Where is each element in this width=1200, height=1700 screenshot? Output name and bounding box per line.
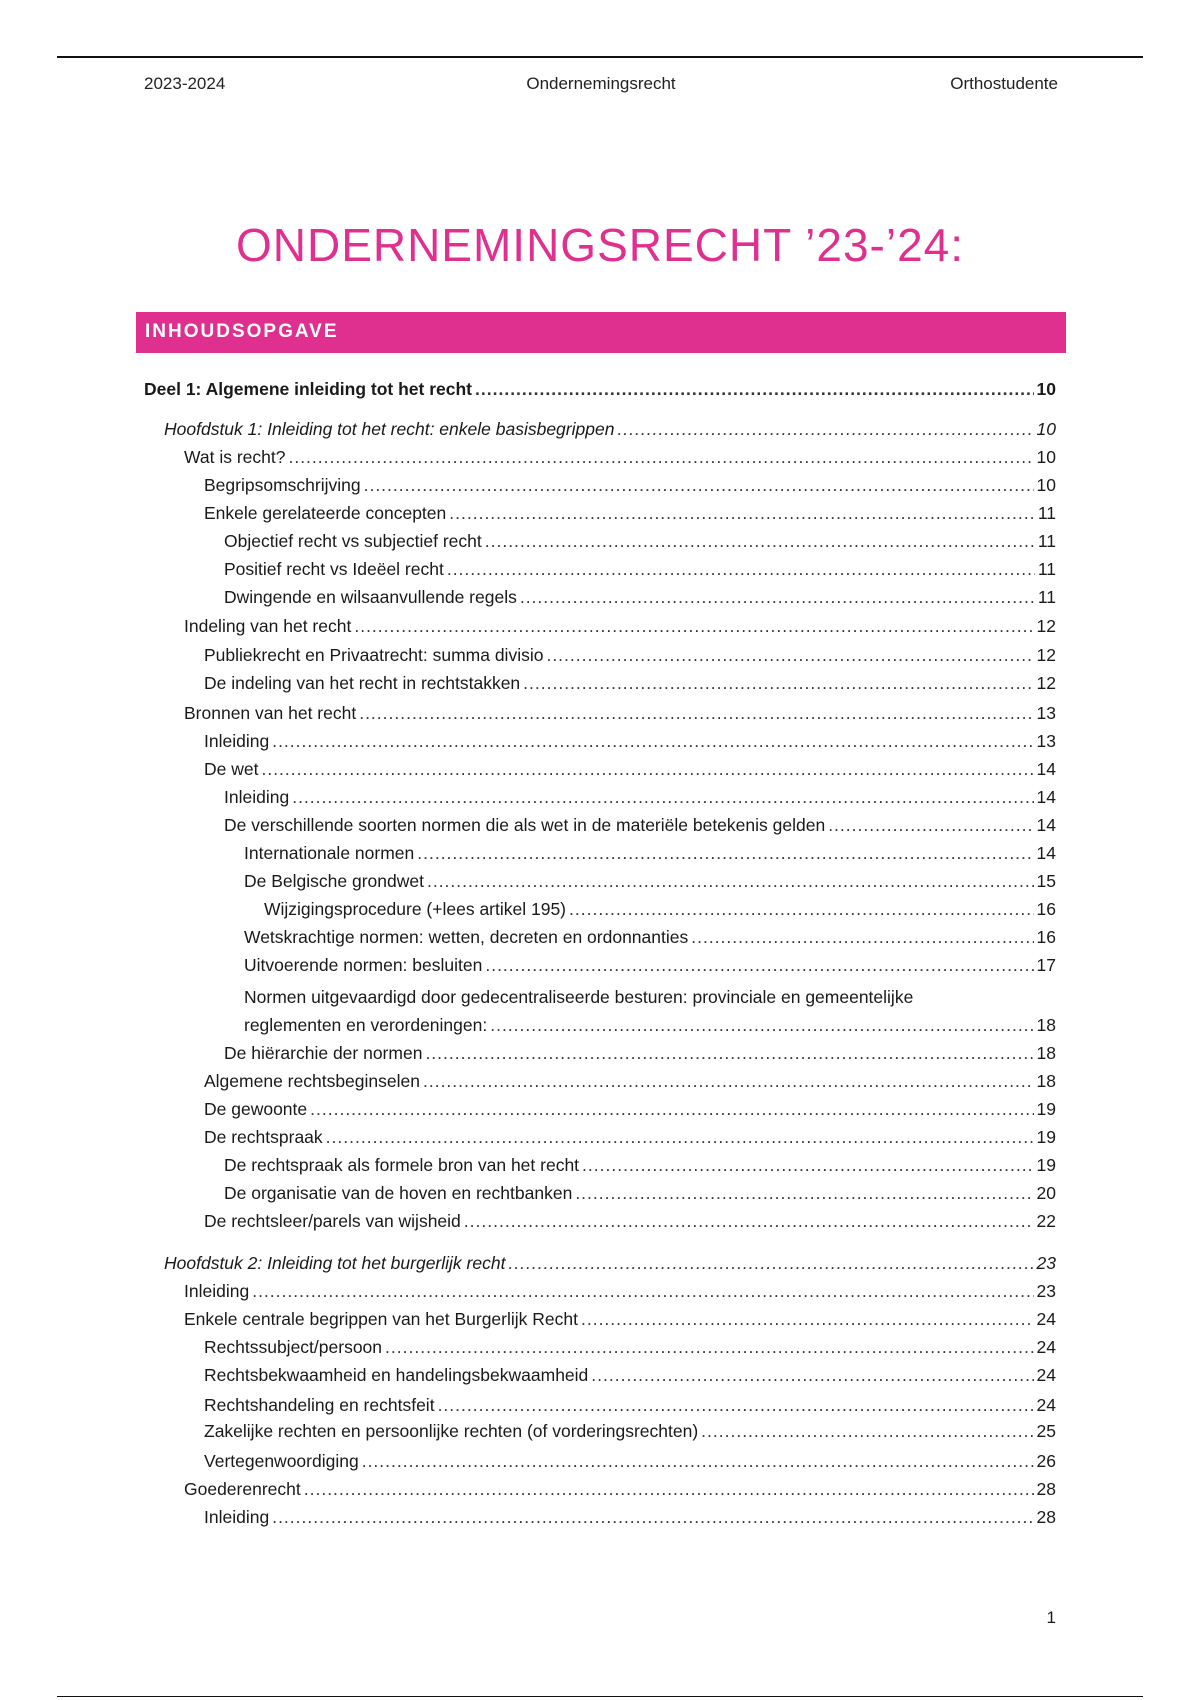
- toc-entry-title: Wijzigingsprocedure (+lees artikel 195): [264, 899, 567, 919]
- toc-entry-title: Deel 1: Algemene inleiding tot het recht: [144, 379, 473, 399]
- toc-entry[interactable]: [204, 1126, 1056, 1148]
- toc-entry-page: 16: [1036, 899, 1056, 919]
- toc-entry[interactable]: [224, 786, 1056, 808]
- toc-entry[interactable]: [204, 1210, 1056, 1232]
- toc-entry-page: 13: [1036, 731, 1056, 751]
- toc-entry[interactable]: [204, 672, 1056, 694]
- toc-entry-page: 10: [1036, 475, 1056, 495]
- toc-entry[interactable]: [184, 1308, 1056, 1330]
- toc-entry-title: De gewoonte: [204, 1099, 308, 1119]
- toc-entry-title: Algemene rechtsbeginselen: [204, 1071, 420, 1091]
- toc-entry-page: 12: [1036, 673, 1056, 693]
- toc-entry-page: 18: [1036, 1043, 1056, 1063]
- toc-entry-title: Goederenrecht: [184, 1479, 301, 1499]
- toc-entry-page: 10: [1036, 379, 1056, 399]
- footer-rule: [57, 1696, 1143, 1697]
- document-title: ONDERNEMINGSRECHT ’23-’24:: [235, 219, 965, 271]
- toc-entry-page: 19: [1036, 1155, 1056, 1175]
- toc-heading: INHOUDSOPGAVE: [145, 321, 339, 342]
- toc-entry-title: Rechtssubject/persoon: [204, 1337, 383, 1357]
- toc-entry-title: Objectief recht vs subjectief recht: [224, 531, 482, 551]
- toc-entry[interactable]: [244, 926, 1056, 948]
- toc-entry-title: Inleiding: [184, 1281, 250, 1301]
- toc-entry-page: 16: [1036, 927, 1056, 947]
- toc-entry[interactable]: [204, 730, 1056, 752]
- toc-entry[interactable]: [144, 378, 1056, 400]
- toc-entry[interactable]: [224, 1154, 1056, 1176]
- toc-entry[interactable]: [244, 870, 1056, 892]
- toc-entry-title: Vertegenwoordiging: [204, 1451, 359, 1471]
- toc-entry-title: Bronnen van het recht: [184, 703, 357, 723]
- toc-entry-page: 19: [1036, 1099, 1056, 1119]
- toc-entry-title: Zakelijke rechten en persoonlijke rechten (of vorderingsrechten): [204, 1421, 699, 1441]
- toc-entry-page: 18: [1036, 1071, 1056, 1091]
- toc-entry[interactable]: [184, 1478, 1056, 1500]
- toc-entry[interactable]: [204, 1450, 1056, 1472]
- toc-entry-page: 24: [1036, 1395, 1056, 1415]
- toc-entry[interactable]: [184, 702, 1056, 724]
- toc-entry-page: 11: [1037, 559, 1056, 579]
- toc-entry-page: 22: [1036, 1211, 1056, 1231]
- header-author: Orthostudente: [950, 74, 1058, 93]
- toc-entry-title: Hoofdstuk 2: Inleiding tot het burgerlijk recht: [164, 1253, 506, 1273]
- toc-entry-title: Indeling van het recht: [184, 616, 352, 636]
- toc-entry[interactable]: [224, 530, 1056, 552]
- toc-entry[interactable]: [204, 502, 1056, 524]
- toc-entry-title: De rechtsleer/parels van wijsheid: [204, 1211, 461, 1231]
- toc-entry-page: 17: [1036, 955, 1056, 975]
- toc-entry-title: De hiërarchie der normen: [224, 1043, 423, 1063]
- toc-entry[interactable]: [164, 418, 1056, 440]
- toc-entry[interactable]: [224, 586, 1056, 608]
- toc-entry-title: Dwingende en wilsaanvullende regels: [224, 587, 517, 607]
- toc-entry[interactable]: [204, 474, 1056, 496]
- toc-entry-title: De wet: [204, 759, 259, 779]
- toc-entry[interactable]: [204, 1070, 1056, 1092]
- toc-entry-page: 14: [1036, 815, 1056, 835]
- toc-entry[interactable]: [224, 1182, 1056, 1204]
- toc-entry-page: 25: [1036, 1421, 1056, 1441]
- toc-entry-page: 14: [1036, 787, 1056, 807]
- toc-entry-page: 10: [1036, 447, 1056, 467]
- toc-entry-title: De organisatie van de hoven en rechtbanken: [224, 1183, 573, 1203]
- toc-entry[interactable]: [204, 644, 1056, 666]
- toc-entry[interactable]: [204, 1506, 1056, 1528]
- toc-entry[interactable]: [204, 1420, 1056, 1442]
- toc-entry[interactable]: [264, 898, 1056, 920]
- toc-entry-title: De rechtspraak: [204, 1127, 323, 1147]
- toc-entry-page: 15: [1036, 871, 1056, 891]
- toc-entry-page: 10: [1036, 419, 1056, 439]
- toc-entry-page: 14: [1036, 843, 1056, 863]
- toc-entry-page: 11: [1037, 587, 1056, 607]
- toc-entry-page: 18: [1036, 1015, 1056, 1035]
- toc-entry-page: 20: [1036, 1183, 1056, 1203]
- toc-entry[interactable]: [244, 842, 1056, 864]
- toc-entry-title: Positief recht vs Ideëel recht: [224, 559, 444, 579]
- toc-entry-page: 13: [1036, 703, 1056, 723]
- page-number: 1: [1046, 1608, 1056, 1627]
- toc-entry-title: Wetskrachtige normen: wetten, decreten en ordonnanties: [244, 927, 689, 947]
- toc-entry-page: 14: [1036, 759, 1056, 779]
- toc-entry[interactable]: [224, 558, 1056, 580]
- toc-entry-title: Enkele gerelateerde concepten: [204, 503, 447, 523]
- toc-entry-title: Wat is recht?: [184, 447, 286, 467]
- toc-entry-page: 11: [1037, 503, 1056, 523]
- toc-entry-page: 24: [1036, 1365, 1056, 1385]
- toc-entry[interactable]: [184, 1280, 1056, 1302]
- toc-entry-title: De Belgische grondwet: [244, 871, 424, 891]
- toc-entry[interactable]: [204, 1394, 1056, 1416]
- toc-entry-page: 12: [1036, 616, 1056, 636]
- toc-entry-page: 26: [1036, 1451, 1056, 1471]
- toc-entry-title: reglementen en verordeningen:: [244, 1015, 488, 1035]
- toc-entry-title: De rechtspraak als formele bron van het recht: [224, 1155, 580, 1175]
- toc-entry[interactable]: [204, 1098, 1056, 1120]
- toc-entry-title: Rechtsbekwaamheid en handelingsbekwaamheid: [204, 1365, 589, 1385]
- toc-entry[interactable]: [204, 1336, 1056, 1358]
- toc-entry[interactable]: [224, 814, 1056, 836]
- toc-entry[interactable]: [244, 954, 1056, 976]
- toc-entry-title: Publiekrecht en Privaatrecht: summa divisio: [204, 645, 544, 665]
- toc-entry-page: 11: [1037, 531, 1056, 551]
- toc-entry-title: Uitvoerende normen: besluiten: [244, 955, 483, 975]
- toc-entry-title: Internationale normen: [244, 843, 415, 863]
- toc-entry-title: De verschillende soorten normen die als wet in de materiële betekenis gelden: [224, 815, 826, 835]
- toc-entry-page: 19: [1036, 1127, 1056, 1147]
- toc-entry[interactable]: [244, 1014, 1056, 1036]
- toc-entry[interactable]: [164, 1252, 1056, 1274]
- toc-entry[interactable]: [204, 1364, 1056, 1386]
- toc-entry-title: Hoofdstuk 1: Inleiding tot het recht: enkele basisbegrippen: [164, 419, 615, 439]
- header-year: 2023-2024: [144, 74, 226, 93]
- toc-entry[interactable]: [184, 615, 1056, 637]
- toc-entry[interactable]: [184, 446, 1056, 468]
- toc-entry-page: 24: [1036, 1337, 1056, 1357]
- toc-entry-page: 24: [1036, 1309, 1056, 1329]
- toc-entry-title: De indeling van het recht in rechtstakken: [204, 673, 521, 693]
- toc-entry-title: Enkele centrale begrippen van het Burgerlijk Recht: [184, 1309, 578, 1329]
- toc-entry-title: Inleiding: [224, 787, 290, 807]
- toc-entry-page: 23: [1036, 1253, 1056, 1273]
- toc-entry-page: 28: [1036, 1479, 1056, 1499]
- toc-entry-title: Begripsomschrijving: [204, 475, 361, 495]
- toc-entry-title: Inleiding: [204, 1507, 270, 1527]
- toc-entry-title: Rechtshandeling en rechtsfeit: [204, 1395, 435, 1415]
- toc-entry-page: 28: [1036, 1507, 1056, 1527]
- toc-entry-page: 12: [1036, 645, 1056, 665]
- toc-entry-page: 23: [1036, 1281, 1056, 1301]
- toc-entry-first-line: Normen uitgevaardigd door gedecentraliseerde besturen: provinciale en gemeentelijke: [244, 987, 914, 1007]
- toc-entry[interactable]: [204, 758, 1056, 780]
- header-course: Ondernemingsrecht: [526, 74, 676, 93]
- toc-entry-title: Inleiding: [204, 731, 270, 751]
- toc-entry[interactable]: [224, 1042, 1056, 1064]
